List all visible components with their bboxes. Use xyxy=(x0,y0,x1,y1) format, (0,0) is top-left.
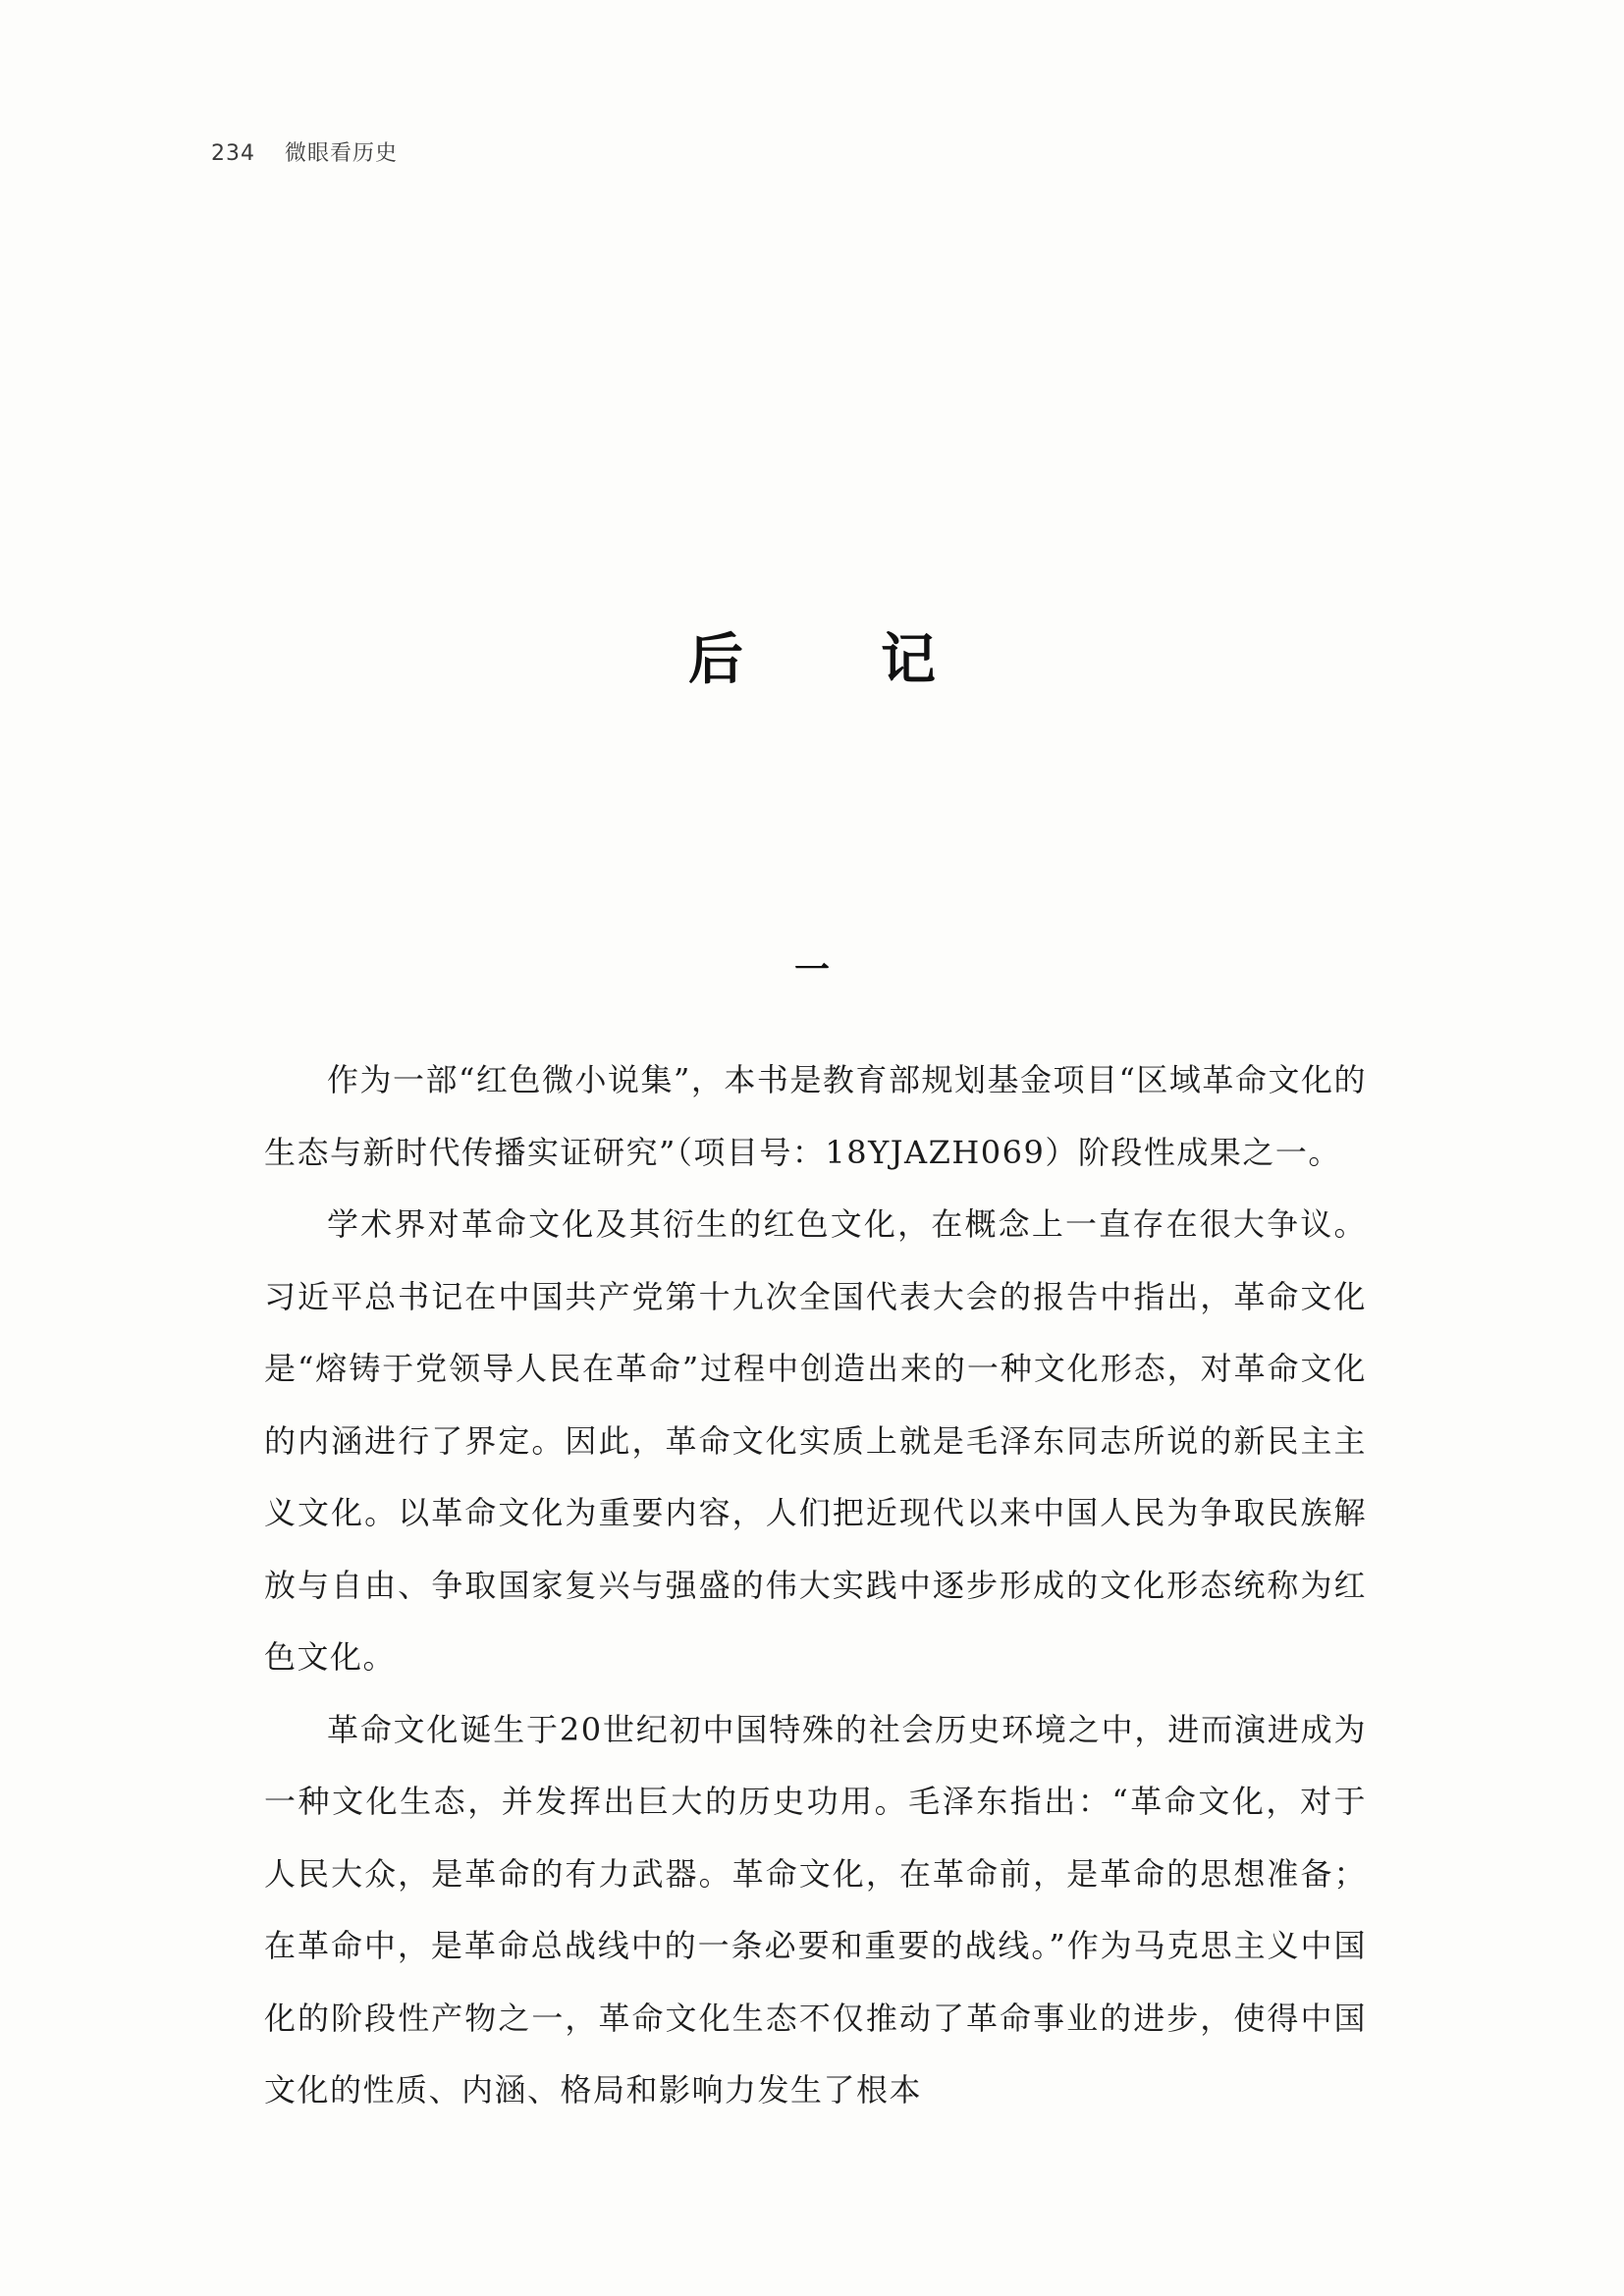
chapter-title: 后记 xyxy=(688,628,1073,692)
section-number: 一 xyxy=(793,950,830,990)
paragraph: 作为一部“红色微小说集”，本书是教育部规划基金项目“区域革命文化的生态与新时代传播实证研究”（项目号：18YJAZH069）阶段性成果之一。 xyxy=(264,1061,1367,1171)
paragraph: 学术界对革命文化及其衍生的红色文化，在概念上一直存在很大争议。习近平总书记在中国共产党第十九次全国代表大会的报告中指出，革命文化是“熔铸于党领导人民在革命”过程中创造出来的一种文化形态，对革命文化的内涵进行了界定。因此，革命文化实质上就是毛泽东同志所说的新民主主义文化。以革命文化为重要内容，人们把近现代以来中国人民为争取民族解放与自由、争取国家复兴与强盛的伟大实践中逐步形成的文化形态统称为红色文化。 xyxy=(264,1205,1367,1676)
page-number: 234 xyxy=(211,141,255,166)
running-header xyxy=(211,136,398,167)
paragraph: 革命文化诞生于20世纪初中国特殊的社会历史环境之中，进而演进成为一种文化生态，并发挥出巨大的历史功用。毛泽东指出：“革命文化，对于人民大众，是革命的有力武器。革命文化，在革命前，是革命的思想准备；在革命中，是革命总战线中的一条必要和重要的战线。”作为马克思主义中国化的阶段性产物之一，革命文化生态不仅推动了革命事业的进步，使得中国文化的性质、内涵、格局和影响力发生了根本 xyxy=(264,1710,1367,2109)
book-title: 微眼看历史 xyxy=(285,141,399,166)
body-text xyxy=(264,1044,1367,2127)
